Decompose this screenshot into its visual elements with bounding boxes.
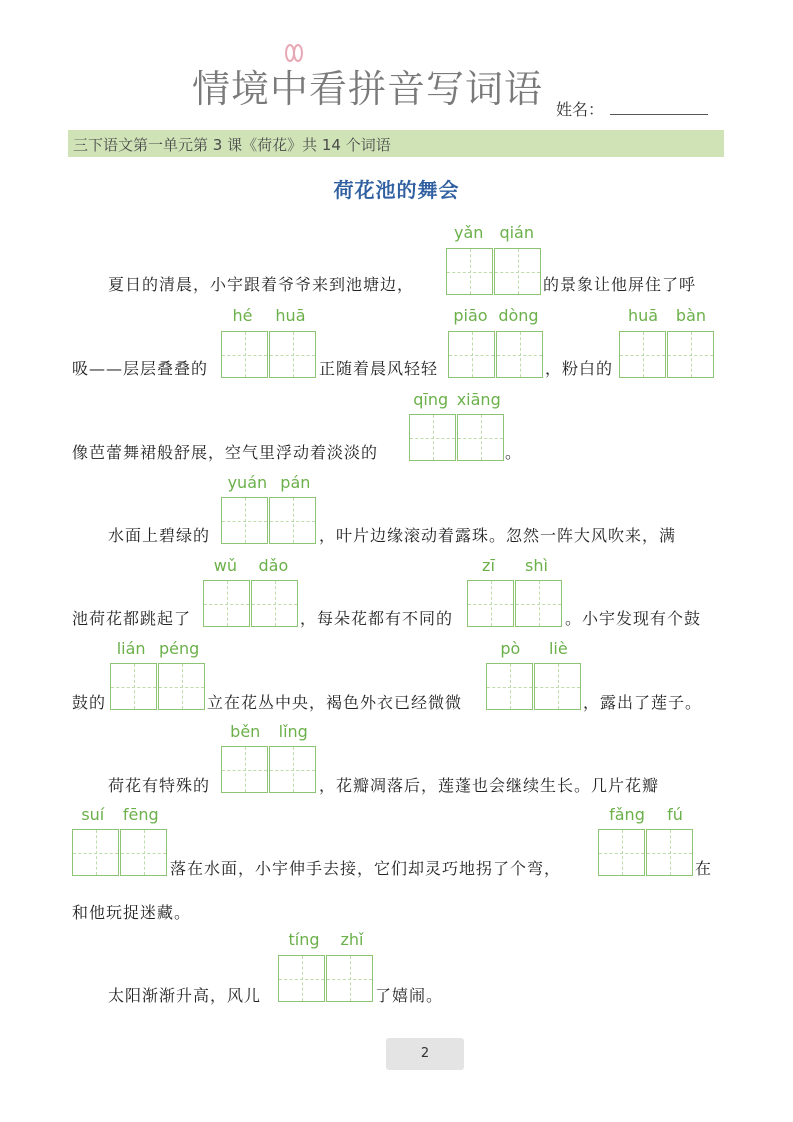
text-p7-b: ，花瓣凋落后，莲蓬也会继续生长。几片花瓣 [319,776,660,795]
answer-box-b3[interactable] [448,331,544,378]
pinyin-b12: suí fēng [81,805,159,824]
pinyin-b3: piāo dòng [453,306,539,325]
answer-box-b7[interactable] [203,580,299,627]
answer-box-b13[interactable] [598,829,694,876]
pinyin-b14: tíng zhǐ [288,930,364,949]
pinyin-b1: yǎn qián [454,223,534,242]
text-p8-b: 在 [695,859,713,878]
text-p2-b: 正随着晨风轻轻 [319,359,439,378]
text-p9-a: 和他玩捉迷藏。 [72,903,192,922]
story-title: 荷花池的舞会 [333,178,460,202]
pinyin-b11: běn lǐng [230,722,308,741]
text-p5-a: 池荷花都跳起了 [72,609,192,628]
pinyin-b8: zī shì [482,556,548,575]
answer-box-b11[interactable] [221,746,317,793]
pinyin-b13: fǎng fú [609,805,683,824]
name-label: 姓名： [556,100,605,119]
text-p4-a: 水面上碧绿的 [108,526,211,545]
pinyin-b2: hé huā [232,306,306,325]
answer-box-b10[interactable] [486,663,582,710]
text-p2-c: ，粉白的 [545,359,614,378]
name-field[interactable] [610,114,708,115]
text-p6-c: ，露出了莲子。 [583,693,703,712]
answer-box-b8[interactable] [467,580,563,627]
answer-box-b1[interactable] [446,248,542,295]
text-p6-a: 鼓的 [72,693,107,712]
worksheet-title: 情境中看拼音写词语 [192,67,544,111]
text-p3-b: 。 [505,443,523,462]
text-p3-a: 像芭蕾舞裙般舒展，空气里浮动着淡淡的 [72,443,379,462]
text-p8-a: 落在水面，小宇伸手去接，它们却灵巧地拐了个弯， [170,859,562,878]
page-number: 2 [420,1046,430,1061]
pinyin-b4: huā bàn [627,306,707,325]
text-p2-a: 吸——层层叠叠的 [72,359,209,378]
answer-box-b4[interactable] [619,331,715,378]
rabbit-ears-icon [280,44,308,68]
answer-box-b6[interactable] [221,497,317,544]
text-p5-b: ，每朵花都有不同的 [300,609,454,628]
answer-box-b14[interactable] [278,955,374,1002]
text-p10-b: 了嬉闹。 [375,986,444,1005]
text-p4-b: ，叶片边缘滚动着露珠。忽然一阵大风吹来，满 [319,526,677,545]
pinyin-b6: yuán pán [227,473,311,492]
pinyin-b5: qīng xiāng [413,390,501,409]
pinyin-b10: pò liè [500,639,568,658]
text-p7-a: 荷花有特殊的 [108,776,211,795]
text-p1-b: 的景象让他屏住了呼 [543,275,697,294]
answer-box-b9[interactable] [110,663,206,710]
pinyin-b9: lián péng [116,639,200,658]
pinyin-b7: wǔ dǎo [213,556,289,575]
text-p10-a: 太阳渐渐升高，风儿 [108,986,262,1005]
answer-box-b2[interactable] [221,331,317,378]
text-p6-b: 立在花丛中央，褐色外衣已经微微 [207,693,463,712]
answer-box-b12[interactable] [72,829,168,876]
answer-box-b5[interactable] [409,414,505,461]
lesson-info: 三下语文第一单元第 3 课《荷花》共 14 个词语 [73,136,391,154]
text-p1-a: 夏日的清晨，小宇跟着爷爷来到池塘边， [108,275,415,294]
text-p5-c: 。小宇发现有个鼓 [565,609,702,628]
